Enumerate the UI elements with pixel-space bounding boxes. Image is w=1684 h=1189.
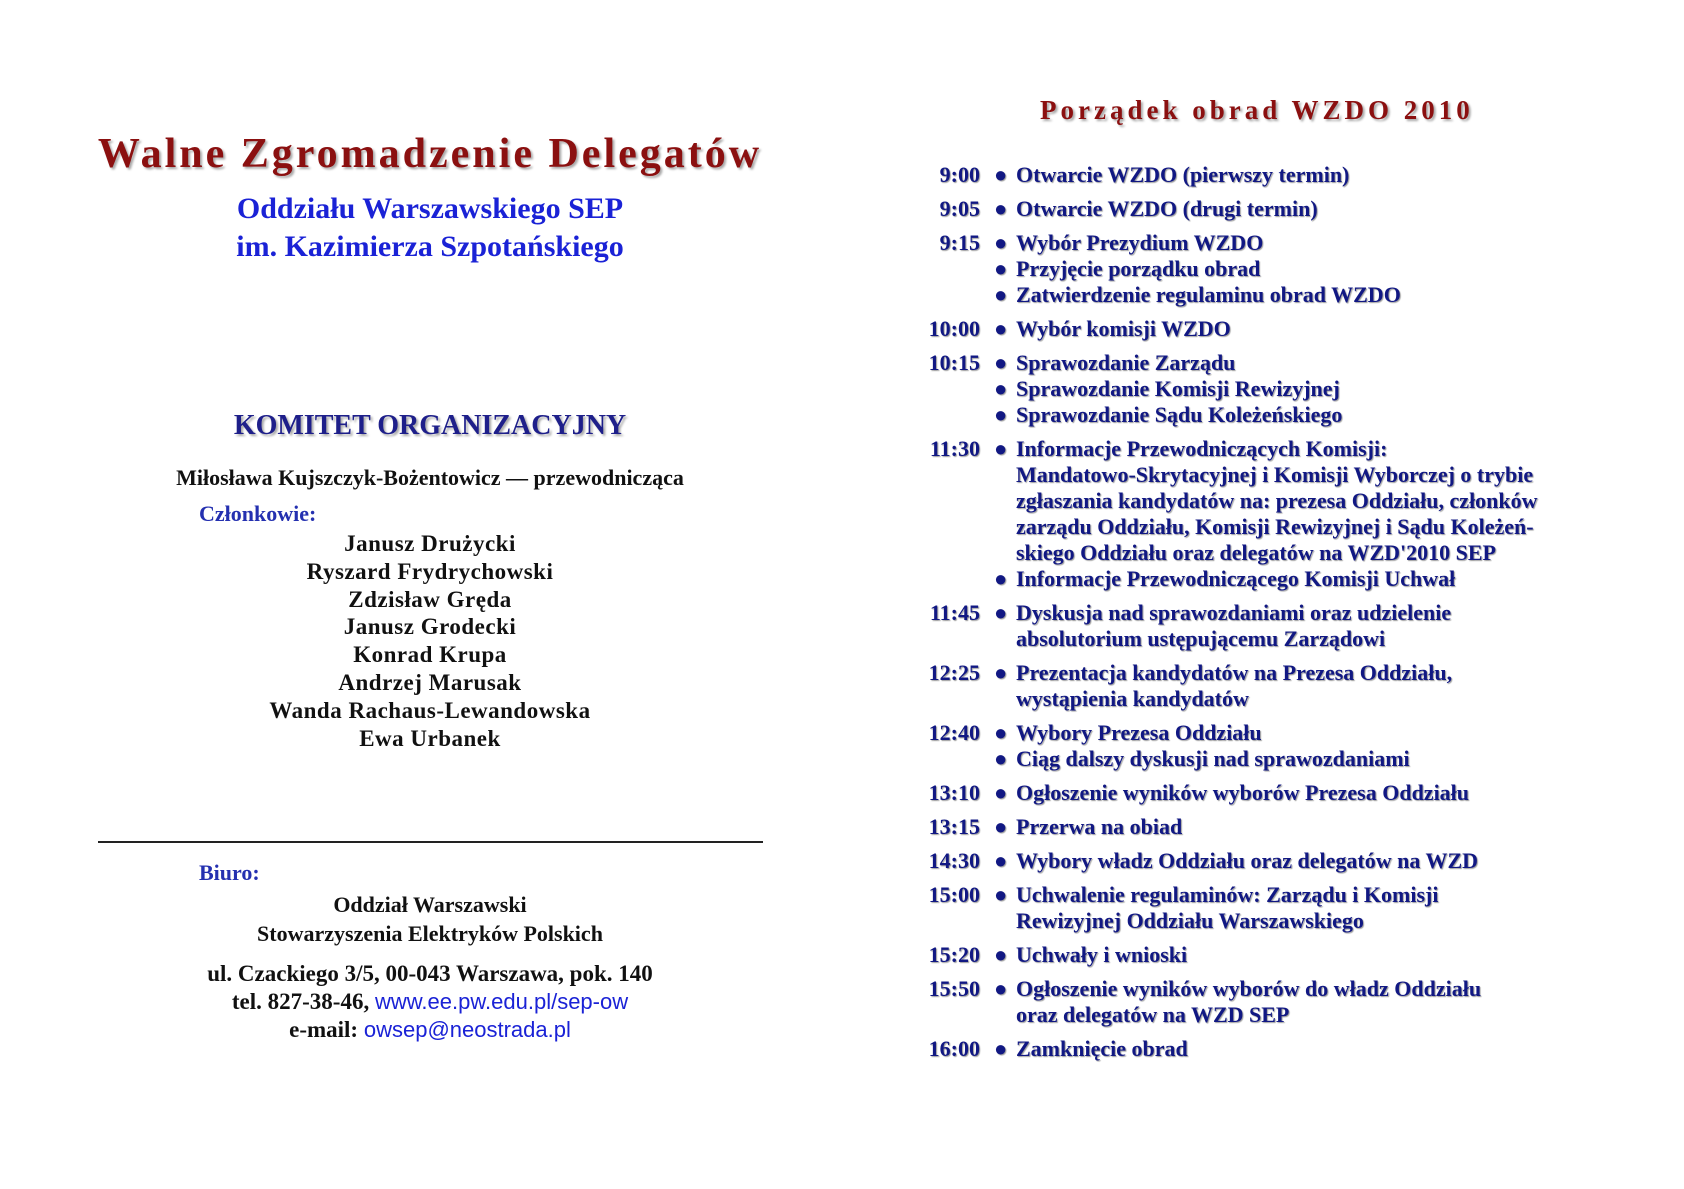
agenda-item-text: Uchwały i wnioski	[1016, 942, 1188, 967]
agenda-slot	[900, 882, 1660, 934]
agenda-items	[994, 814, 1182, 840]
bullet-icon: ●	[994, 282, 1008, 307]
agenda-slot	[900, 230, 1660, 308]
agenda-time: 13:15	[928, 814, 980, 839]
agenda-item-text: Otwarcie WZDO (pierwszy termin)	[1016, 162, 1350, 187]
agenda-item-text: Sprawozdanie Zarządu	[1016, 350, 1236, 375]
agenda-item-text: Informacje Przewodniczących Komisji: Mandatowo-Skrytacyjnej i Komisji Wyborczej o trybie zgłaszania kandydatów na: prezesa Oddziału, członków zarządu Oddziału, Komisji Rewizyjnej i Sądu Koleżeń- skiego Oddziału oraz delegatów na WZD'2010 SEP	[1016, 436, 1538, 565]
office-phone-line	[90, 988, 770, 1016]
subtitle-patron: im. Kazimierza Szpotańskiego	[236, 230, 624, 263]
member-name: Konrad Krupa	[353, 642, 507, 668]
agenda-item	[994, 436, 1538, 566]
agenda-item	[994, 256, 1401, 282]
agenda-item	[994, 746, 1410, 772]
agenda-item-text: Sprawozdanie Sądu Koleżeńskiego	[1016, 402, 1343, 427]
agenda-time: 11:30	[929, 436, 980, 461]
agenda-slot	[900, 196, 1660, 222]
agenda-items	[994, 848, 1478, 874]
agenda-slot	[900, 1036, 1660, 1062]
agenda-time: 15:50	[928, 976, 980, 1001]
divider	[98, 841, 763, 843]
agenda-item-text: Ciąg dalszy dyskusji nad sprawozdaniami	[1016, 746, 1410, 771]
agenda-time: 15:20	[928, 942, 980, 967]
agenda-item	[994, 316, 1231, 342]
agenda-slot	[900, 660, 1660, 712]
agenda-items	[994, 436, 1538, 592]
office-info	[90, 890, 770, 1044]
agenda-list	[900, 162, 1660, 1070]
agenda-item-text: Przerwa na obiad	[1016, 814, 1183, 839]
agenda-item	[994, 282, 1401, 308]
agenda-item	[994, 848, 1478, 874]
bullet-icon: ●	[994, 402, 1008, 427]
bullet-icon: ●	[994, 814, 1008, 839]
agenda-time: 15:00	[928, 882, 980, 907]
agenda-item	[994, 402, 1342, 428]
bullet-icon: ●	[994, 376, 1008, 401]
bullet-icon: ●	[994, 746, 1008, 771]
agenda-slot	[900, 814, 1660, 840]
bullet-icon: ●	[994, 942, 1008, 967]
bullet-icon: ●	[994, 882, 1008, 907]
agenda-items	[994, 976, 1481, 1028]
agenda-slot	[900, 942, 1660, 968]
agenda-items	[994, 196, 1318, 222]
agenda-item	[994, 162, 1349, 188]
phone-text: tel. 827-38-46,	[231, 989, 370, 1014]
member-name: Ewa Urbanek	[359, 725, 501, 751]
agenda-slot	[900, 720, 1660, 772]
bullet-icon: ●	[994, 780, 1008, 805]
bullet-icon: ●	[994, 436, 1008, 461]
agenda-item	[994, 350, 1342, 376]
agenda-item	[994, 660, 1452, 712]
office-name: Oddział Warszawski	[333, 892, 527, 917]
agenda-time: 10:15	[928, 350, 980, 375]
agenda-slot	[900, 316, 1660, 342]
agenda-slot	[900, 436, 1660, 592]
agenda-item-text: Dyskusja nad sprawozdaniami oraz udzielenie absolutorium ustępującemu Zarządowi	[1016, 600, 1452, 651]
agenda-time: 12:40	[928, 720, 980, 745]
bullet-icon: ●	[994, 600, 1008, 625]
agenda-time: 14:30	[928, 848, 980, 873]
agenda-item-text: Wybory władz Oddziału oraz delegatów na WZD	[1016, 848, 1479, 873]
agenda-item	[994, 1036, 1188, 1062]
agenda-items	[994, 660, 1452, 712]
agenda-time: 9:00	[939, 162, 980, 187]
agenda-time: 16:00	[928, 1036, 980, 1061]
left-page	[90, 130, 770, 1042]
agenda-item	[994, 976, 1481, 1028]
bullet-icon: ●	[994, 230, 1008, 255]
agenda-item-text: Wybór Prezydium WZDO	[1016, 230, 1264, 255]
agenda-item	[994, 814, 1182, 840]
agenda-items	[994, 316, 1231, 342]
agenda-item	[994, 720, 1410, 746]
office-address: ul. Czackiego 3/5, 00-043 Warszawa, pok. 140	[207, 961, 653, 986]
member-name: Wanda Rachaus-Lewandowska	[269, 697, 591, 723]
bullet-icon: ●	[994, 350, 1008, 375]
bullet-icon: ●	[994, 720, 1008, 745]
bullet-icon: ●	[994, 848, 1008, 873]
office-email-line	[90, 1016, 770, 1044]
agenda-slot	[900, 848, 1660, 874]
website-link[interactable]: www.ee.pw.edu.pl/sep-ow	[374, 989, 629, 1014]
agenda-item-text: Otwarcie WZDO (drugi termin)	[1016, 196, 1318, 221]
committee-heading: KOMITET ORGANIZACYJNY	[233, 410, 627, 441]
agenda-items	[994, 720, 1410, 772]
member-name: Zdzisław Gręda	[348, 586, 512, 612]
agenda-items	[994, 162, 1349, 188]
bullet-icon: ●	[994, 162, 1008, 187]
agenda-item-text: Przyjęcie porządku obrad	[1016, 256, 1261, 281]
bullet-icon: ●	[994, 660, 1008, 685]
bullet-icon: ●	[994, 256, 1008, 281]
bullet-icon: ●	[994, 976, 1008, 1001]
agenda-item-text: Zatwierdzenie regulaminu obrad WZDO	[1016, 282, 1401, 307]
main-title: Walne Zgromadzenie Delegatów	[97, 131, 763, 177]
agenda-item-text: Wybory Prezesa Oddziału	[1016, 720, 1262, 745]
member-name: Janusz Grodecki	[343, 614, 517, 640]
agenda-items	[994, 942, 1187, 968]
subtitle-branch: Oddziału Warszawskiego SEP	[236, 192, 624, 225]
agenda-time: 12:25	[928, 660, 980, 685]
agenda-item	[994, 230, 1401, 256]
agenda-item-text: Uchwalenie regulaminów: Zarządu i Komisji Rewizyjnej Oddziału Warszawskiego	[1016, 882, 1439, 933]
email-link[interactable]: owsep@neostrada.pl	[363, 1017, 571, 1042]
members-list	[90, 530, 770, 752]
agenda-time: 13:10	[928, 780, 980, 805]
agenda-item	[994, 780, 1469, 806]
agenda-item-text: Wybór komisji WZDO	[1016, 316, 1231, 341]
agenda-item-text: Prezentacja kandydatów na Prezesa Oddziału, wystąpienia kandydatów	[1016, 660, 1453, 711]
agenda-slot	[900, 162, 1660, 188]
office-organization: Stowarzyszenia Elektryków Polskich	[257, 921, 603, 946]
agenda-item	[994, 376, 1342, 402]
agenda-slot	[900, 976, 1660, 1028]
agenda-item	[994, 942, 1187, 968]
agenda-items	[994, 600, 1451, 652]
committee-chair: Miłosława Kujszczyk-Bożentowicz — przewodnicząca	[176, 465, 684, 490]
agenda-item-text: Ogłoszenie wyników wyborów do władz Oddziału oraz delegatów na WZD SEP	[1016, 976, 1482, 1027]
agenda-slot	[900, 350, 1660, 428]
bullet-icon: ●	[994, 196, 1008, 221]
agenda-item-text: Sprawozdanie Komisji Rewizyjnej	[1016, 376, 1340, 401]
members-label: Członkowie:	[199, 501, 317, 526]
agenda-items	[994, 882, 1438, 934]
agenda-item	[994, 882, 1438, 934]
agenda-time: 10:00	[928, 316, 980, 341]
agenda-item	[994, 566, 1538, 592]
agenda-slot	[900, 600, 1660, 652]
agenda-item	[994, 600, 1451, 652]
agenda-item-text: Informacje Przewodniczącego Komisji Uchwał	[1016, 566, 1456, 591]
email-label: e-mail:	[289, 1017, 359, 1042]
agenda-item	[994, 196, 1318, 222]
agenda-title: Porządek obrad WZDO 2010	[1040, 95, 1474, 125]
agenda-slot	[900, 780, 1660, 806]
agenda-time: 9:05	[939, 196, 980, 221]
agenda-items	[994, 780, 1469, 806]
agenda-items	[994, 230, 1401, 308]
agenda-items	[994, 350, 1342, 428]
agenda-item-text: Zamknięcie obrad	[1016, 1036, 1188, 1061]
bullet-icon: ●	[994, 1036, 1008, 1061]
agenda-time: 9:15	[939, 230, 980, 255]
bullet-icon: ●	[994, 316, 1008, 341]
agenda-time: 11:45	[929, 600, 980, 625]
bullet-icon: ●	[994, 566, 1008, 591]
agenda-items	[994, 1036, 1188, 1062]
office-label: Biuro:	[199, 860, 260, 885]
member-name: Andrzej Marusak	[338, 669, 522, 695]
member-name: Janusz Drużycki	[344, 531, 516, 556]
agenda-item-text: Ogłoszenie wyników wyborów Prezesa Oddziału	[1016, 780, 1470, 805]
member-name: Ryszard Frydrychowski	[306, 558, 554, 584]
